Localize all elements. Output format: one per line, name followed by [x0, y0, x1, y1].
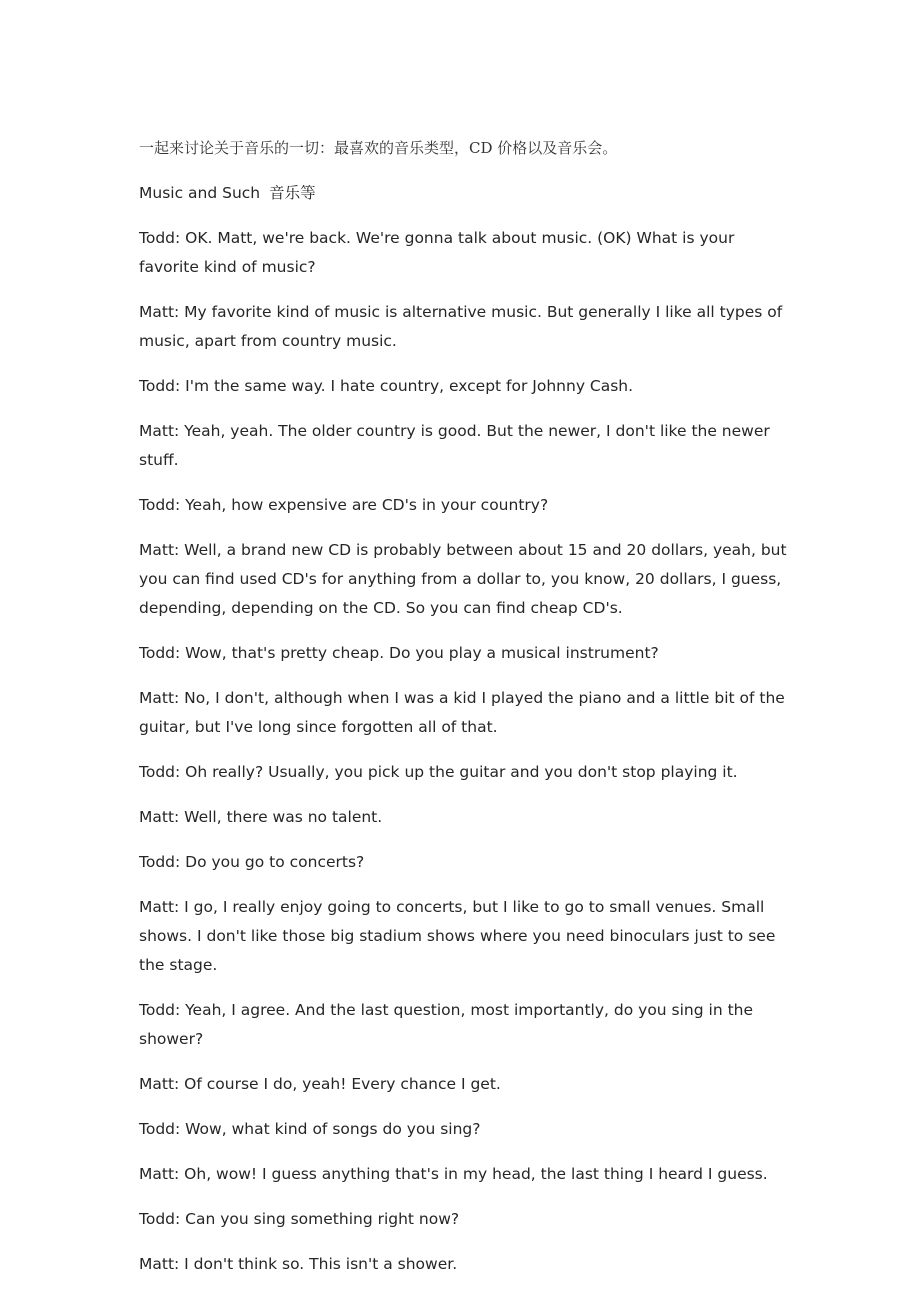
dialogue-line: Todd: Do you go to concerts? — [139, 853, 365, 871]
dialogue-line: Matt: My favorite kind of music is alternative music. But generally I like all types of music, apart from country music. — [139, 303, 783, 350]
dialogue-line: Todd: I'm the same way. I hate country, except for Johnny Cash. — [139, 377, 634, 395]
dialogue-line: Todd: Yeah, how expensive are CD's in your country? — [139, 496, 549, 514]
intro-text: 一起来讨论关于音乐的一切：最喜欢的音乐类型，CD 价格以及音乐会。 — [139, 139, 618, 157]
dialogue-line: Matt: No, I don't, although when I was a kid I played the piano and a little bit of the guitar, but I've long since forgotten all of that. — [139, 689, 785, 736]
dialogue-line: Matt: Well, there was no talent. — [139, 808, 383, 826]
title-chinese: 音乐等 — [269, 184, 316, 202]
dialogue-line: Todd: Can you sing something right now? — [139, 1210, 460, 1228]
document-body — [139, 134, 789, 1295]
dialogue-line: Todd: Wow, that's pretty cheap. Do you play a musical instrument? — [139, 644, 659, 662]
dialogue-line: Todd: Wow, what kind of songs do you sing? — [139, 1120, 481, 1138]
dialogue-line: Matt: Of course I do, yeah! Every chance I get. — [139, 1075, 501, 1093]
dialogue-line: Todd: Yeah, I agree. And the last question, most importantly, do you sing in the shower? — [139, 1001, 754, 1048]
dialogue-line: Matt: Yeah, yeah. The older country is good. But the newer, I don't like the newer stuff. — [139, 422, 770, 469]
dialogue-line: Todd: OK. Matt, we're back. We're gonna talk about music. (OK) What is your favorite kind of music? — [139, 229, 735, 276]
dialogue-line: Matt: Well, a brand new CD is probably between about 15 and 20 dollars, yeah, but you can find used CD's for anything from a dollar to, you know, 20 dollars, I guess, depending, depending on the CD. So you can find cheap CD's. — [139, 541, 787, 617]
dialogue-line: Matt: Oh, wow! I guess anything that's in my head, the last thing I heard I guess. — [139, 1165, 768, 1183]
dialogue-line: Matt: I don't think so. This isn't a shower. — [139, 1255, 458, 1273]
document-title — [139, 179, 789, 208]
title-english: Music and Such — [139, 184, 261, 202]
dialogue-line: Matt: I go, I really enjoy going to concerts, but I like to go to small venues. Small shows. I don't like those big stadium shows where you need binoculars just to see the stage. — [139, 898, 776, 974]
dialogue-line: Todd: Oh really? Usually, you pick up the guitar and you don't stop playing it. — [139, 763, 738, 781]
